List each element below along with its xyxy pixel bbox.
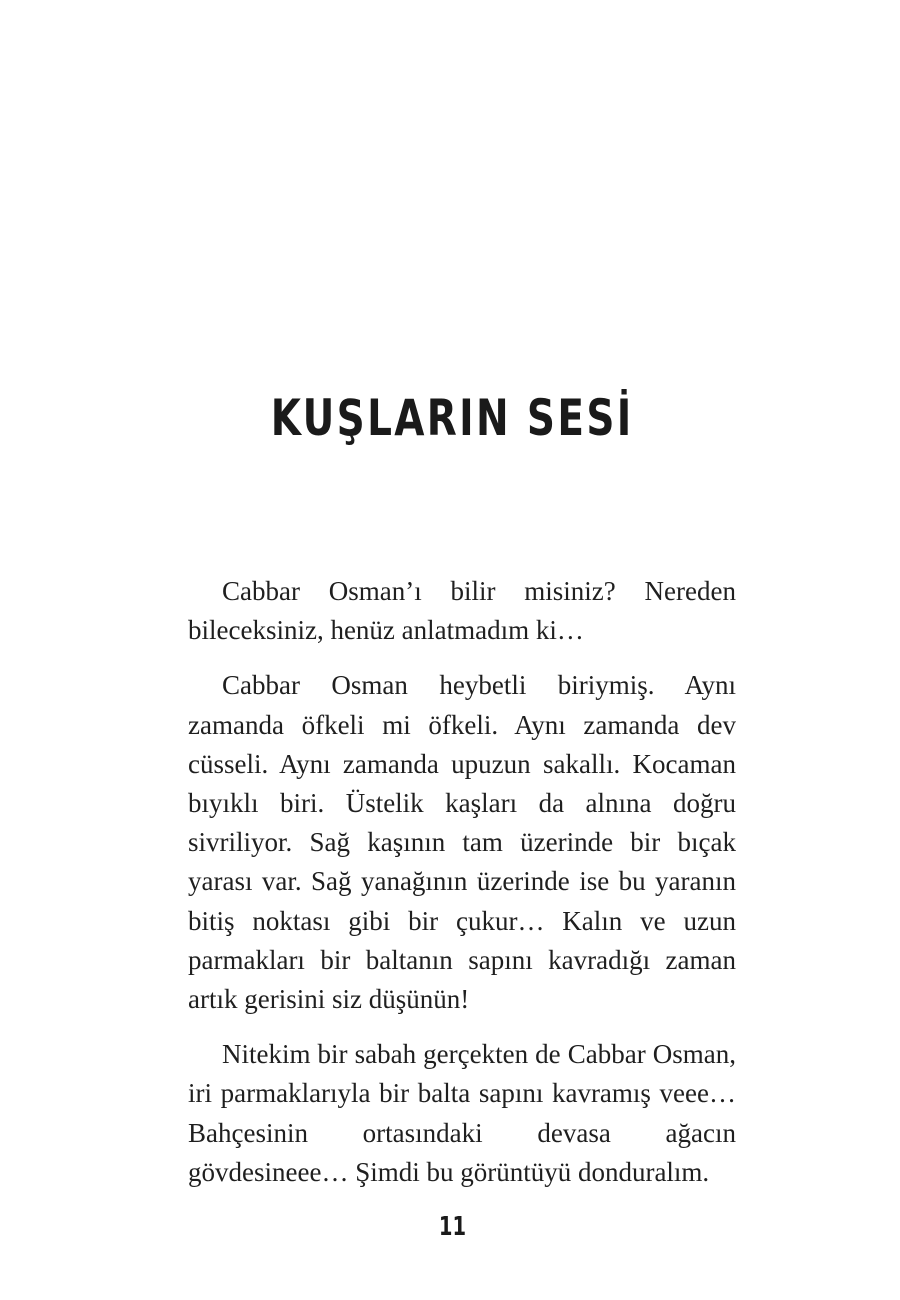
paragraph-3: Nitekim bir sabah gerçekten de Cabbar Osman, iri parmaklarıyla bir balta sapını kavramış veee… Bahçesinin ortasındaki devasa ağacın gövdesineee… Şimdi bu görüntüyü donduralım. [188, 1039, 736, 1187]
page-number: 11 [438, 1212, 467, 1242]
chapter-body [188, 572, 736, 1208]
paragraph-2: Cabbar Osman heybetli biriymiş. Aynı zamanda öfkeli mi öfkeli. Aynı zamanda dev cüsseli. Aynı zamanda upuzun sakallı. Kocaman bıyıklı biri. Üstelik kaşları da alnına doğru sivriliyor. Sağ kaşının tam üzerinde bir bıçak yarası var. Sağ yanağının üzerinde ise bu yaranın bitiş noktası gibi bir çukur… Kalın ve uzun parmakları bir baltanın sapını kavradığı zaman artık gerisini siz düşünün! [188, 670, 736, 1015]
chapter-title: KUŞLARIN SESİ [270, 389, 634, 447]
paragraph-1: Cabbar Osman’ı bilir misiniz? Nereden bileceksiniz, henüz anlatmadım ki… [188, 576, 736, 646]
